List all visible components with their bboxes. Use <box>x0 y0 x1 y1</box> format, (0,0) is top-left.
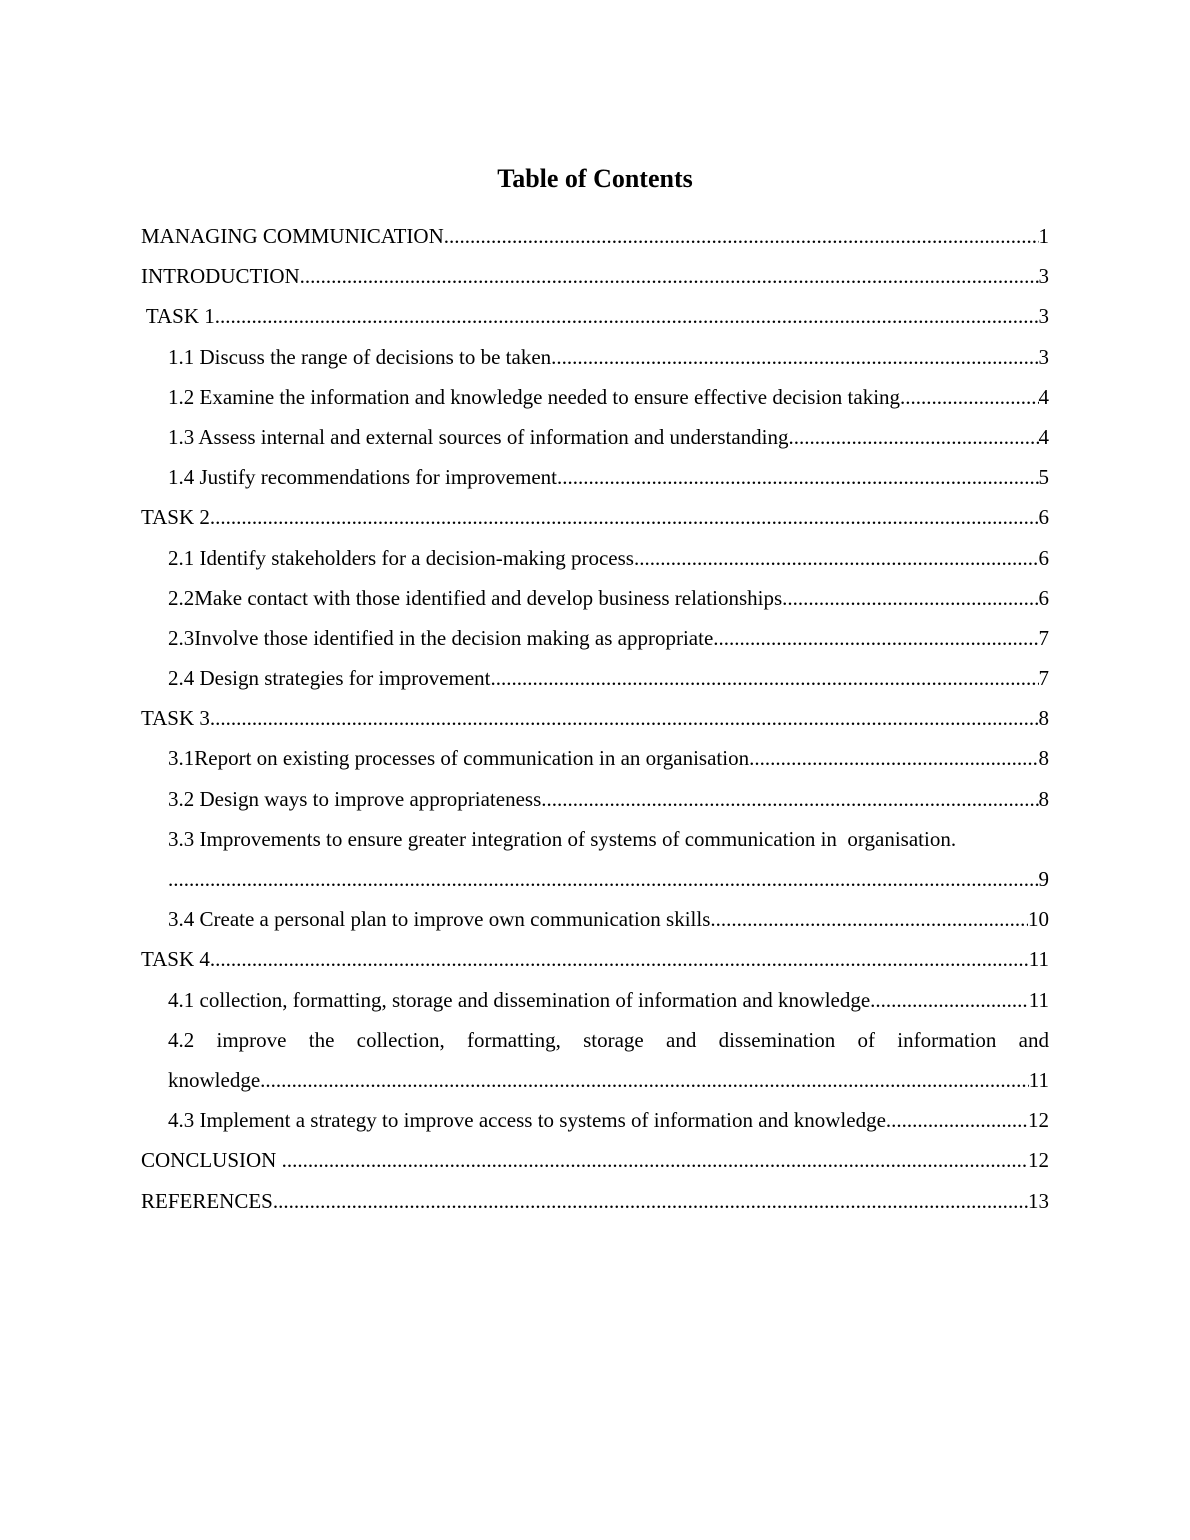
toc-entry-text: TASK 3 <box>141 706 210 731</box>
toc-entry[interactable] <box>141 1020 1049 1100</box>
toc-entry[interactable] <box>141 457 1049 497</box>
toc-entry-text: 3.2 Design ways to improve appropriateness <box>168 786 542 811</box>
toc-word: formatting, <box>466 1027 561 1052</box>
toc-entry[interactable] <box>141 216 1049 256</box>
toc-entry[interactable] <box>141 1181 1049 1221</box>
toc-word: dissemination <box>718 1027 836 1052</box>
table-of-contents <box>141 216 1049 1221</box>
toc-leader <box>168 859 1039 899</box>
toc-entry[interactable] <box>141 779 1049 819</box>
toc-leader <box>210 497 1039 537</box>
toc-page-number: 7 <box>1038 666 1049 691</box>
toc-leader <box>789 417 1039 457</box>
toc-page-number: 3 <box>1038 344 1049 369</box>
toc-entry[interactable] <box>141 618 1049 658</box>
toc-entry-text: 3.3 Improvements to ensure greater integration of systems of communication in organisation. <box>168 826 957 851</box>
toc-word: improve <box>216 1027 287 1052</box>
toc-page-number: 13 <box>1028 1188 1049 1213</box>
toc-leader <box>491 658 1039 698</box>
toc-entry-text: TASK 4 <box>141 947 210 972</box>
toc-word: storage <box>583 1027 644 1052</box>
toc-entry[interactable] <box>141 698 1049 738</box>
toc-entry-text: 2.1 Identify stakeholders for a decision-making process <box>168 545 634 570</box>
toc-entry-text: 4.1 collection, formatting, storage and dissemination of information and knowledge <box>168 987 871 1012</box>
toc-page-number: 4 <box>1038 384 1049 409</box>
toc-page-number: 9 <box>1038 867 1049 891</box>
toc-entry-text: knowledge <box>168 1067 261 1092</box>
toc-entry-text: 3.4 Create a personal plan to improve own communication skills <box>168 907 711 932</box>
toc-page-number: 11 <box>1028 1067 1049 1092</box>
toc-page-number: 1 <box>1038 224 1049 248</box>
toc-leader <box>551 337 1038 377</box>
toc-word: and <box>1018 1027 1049 1052</box>
toc-entry-text: 1.1 Discuss the range of decisions to be taken <box>168 344 552 369</box>
toc-entry-text: 1.2 Examine the information and knowledge needed to ensure effective decision taking <box>168 384 901 409</box>
toc-entry-text: 2.2Make contact with those identified and develop business relationships <box>168 585 783 610</box>
toc-entry-text: CONCLUSION <box>141 1148 282 1173</box>
toc-page-number: 8 <box>1038 786 1049 811</box>
toc-leader <box>710 899 1028 939</box>
toc-entry[interactable] <box>141 417 1049 457</box>
toc-entry-text: 4.3 Implement a strategy to improve access to systems of information and knowledge <box>168 1108 886 1133</box>
toc-leader <box>713 618 1038 658</box>
toc-entry[interactable] <box>141 1140 1049 1180</box>
toc-entry-text: MANAGING COMMUNICATION <box>141 224 444 248</box>
toc-leader <box>886 1100 1028 1140</box>
toc-leader <box>282 1140 1028 1180</box>
toc-leader <box>782 578 1038 618</box>
toc-leader <box>210 939 1029 979</box>
toc-entry[interactable] <box>141 497 1049 537</box>
toc-entry-text: 1.4 Justify recommendations for improvement <box>168 465 558 490</box>
toc-leader <box>557 457 1038 497</box>
toc-leader <box>215 296 1039 336</box>
toc-leader <box>260 1060 1029 1100</box>
toc-entry[interactable] <box>141 738 1049 778</box>
toc-word: 4.2 <box>168 1027 195 1052</box>
toc-entry[interactable] <box>141 337 1049 377</box>
toc-entry[interactable] <box>141 980 1049 1020</box>
toc-entry-text: TASK 1 <box>141 304 215 329</box>
toc-entry[interactable] <box>141 1100 1049 1140</box>
toc-entry[interactable] <box>141 538 1049 578</box>
toc-entry[interactable] <box>141 939 1049 979</box>
toc-leader <box>749 738 1038 778</box>
toc-word: of <box>857 1027 876 1052</box>
toc-leader <box>300 256 1039 296</box>
toc-leader <box>210 698 1039 738</box>
toc-page-number: 6 <box>1038 585 1049 610</box>
toc-page-number: 11 <box>1028 947 1049 972</box>
toc-entry-text: 2.4 Design strategies for improvement <box>168 666 491 691</box>
toc-leader <box>870 980 1029 1020</box>
toc-entry-text: TASK 2 <box>141 505 210 530</box>
toc-leader <box>444 216 1039 256</box>
toc-entry-text: 2.3Involve those identified in the decision making as appropriate <box>168 625 714 650</box>
toc-page-number: 3 <box>1038 304 1049 329</box>
toc-entry-justified-line <box>141 1020 1049 1060</box>
toc-entry-text: REFERENCES <box>141 1188 273 1213</box>
toc-entry-text: INTRODUCTION <box>141 264 300 289</box>
toc-entry[interactable] <box>141 296 1049 336</box>
toc-page-number: 10 <box>1028 907 1049 932</box>
toc-leader <box>273 1181 1028 1221</box>
toc-entry[interactable] <box>141 899 1049 939</box>
toc-entry-text: 1.3 Assess internal and external sources of information and understanding <box>168 424 789 449</box>
toc-page-number: 6 <box>1038 545 1049 570</box>
toc-leader <box>900 377 1038 417</box>
toc-word: information <box>897 1027 997 1052</box>
toc-page-number: 7 <box>1038 625 1049 650</box>
toc-word: collection, <box>356 1027 445 1052</box>
toc-page-number: 8 <box>1038 706 1049 731</box>
toc-entry[interactable] <box>141 578 1049 618</box>
page-title: Table of Contents <box>497 164 693 193</box>
toc-leader <box>634 538 1039 578</box>
toc-page-number: 6 <box>1038 505 1049 530</box>
toc-page-number: 8 <box>1038 746 1049 771</box>
toc-entry[interactable] <box>141 377 1049 417</box>
toc-page-number: 3 <box>1038 264 1049 289</box>
toc-page-number: 12 <box>1028 1108 1049 1133</box>
toc-word: the <box>308 1027 335 1052</box>
toc-page-number: 11 <box>1028 987 1049 1012</box>
toc-entry[interactable] <box>141 256 1049 296</box>
toc-entry[interactable] <box>141 819 1049 899</box>
toc-entry[interactable] <box>141 658 1049 698</box>
toc-page-number: 4 <box>1038 424 1049 449</box>
toc-page-number: 5 <box>1038 465 1049 490</box>
toc-entry-text: 3.1Report on existing processes of communication in an organisation <box>168 746 750 771</box>
toc-word: and <box>666 1027 697 1052</box>
toc-leader <box>541 779 1038 819</box>
toc-page-number: 12 <box>1028 1148 1049 1173</box>
